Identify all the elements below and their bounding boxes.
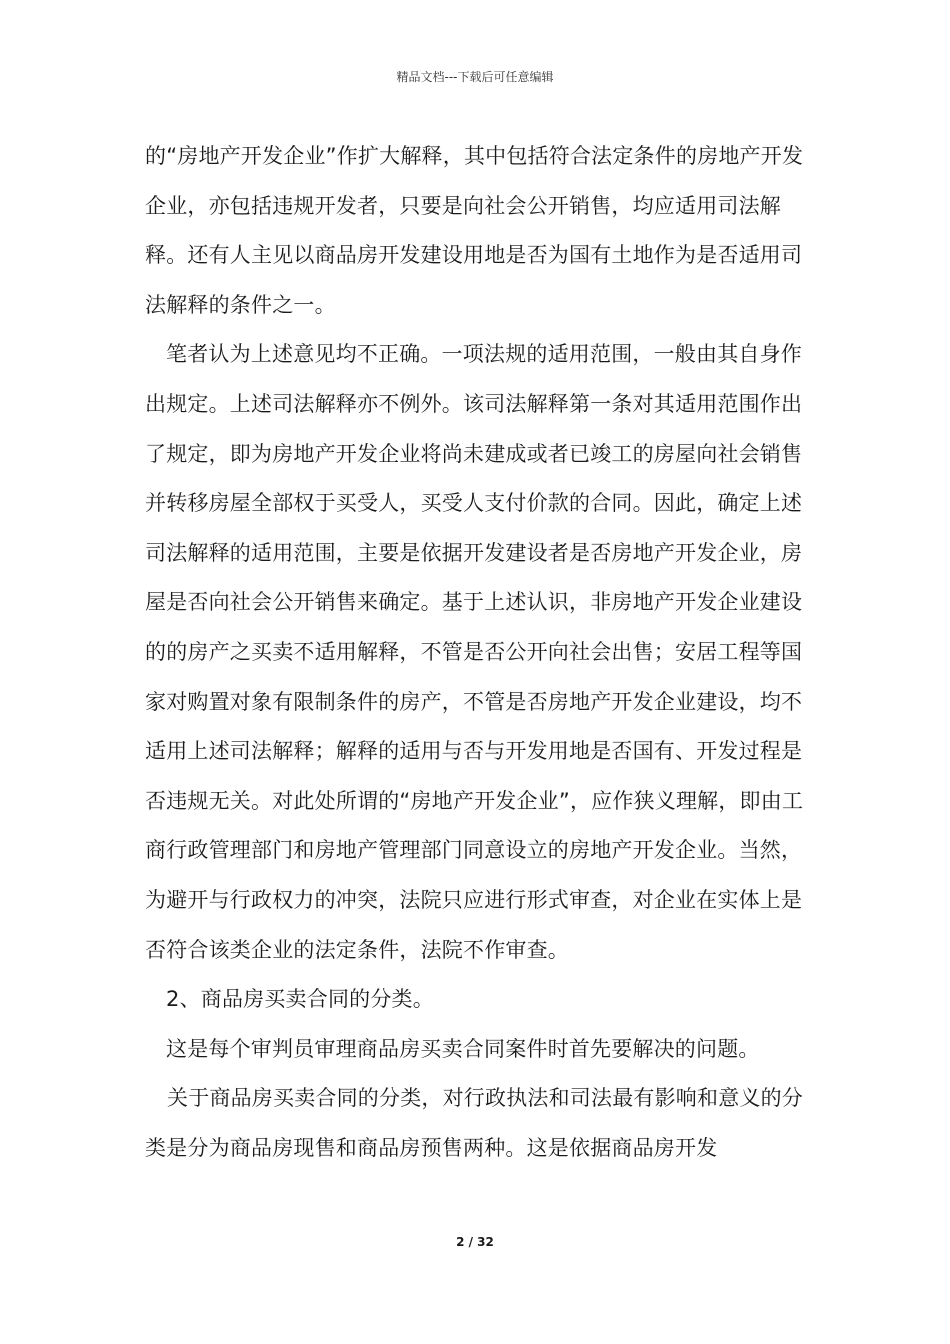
paragraph-1: 的“房地产开发企业”作扩大解释，其中包括符合法定条件的房地产开发企业，亦包括违规开发者，只要是向社会公开销售，均应适用司法解释。还有人主见以商品房开发建设用地是否为国有土地作为是否适用司法解释的条件之一。 (145, 144, 804, 317)
paragraph-4: 关于商品房买卖合同的分类，对行政执法和司法最有影响和意义的分类是分为商品房现售和商品房预售两种。这是依据商品房开发 (145, 1086, 803, 1160)
page-header: 精品文档---下载后可任意编辑 (396, 70, 554, 84)
paragraph-2: 笔者认为上述意见均不正确。一项法规的适用范围，一般由其自身作出规定。上述司法解释亦不例外。该司法解释第一条对其适用范围作出了规定，即为房地产开发企业将尚未建成或者已竣工的房屋向社会销售并转移房屋全部权于买受人，买受人支付价款的合同。因此，确定上述司法解释的适用范围，主要是依据开发建设者是否房地产开发企业，房屋是否向社会公开销售来确定。基于上述认识，非房地产开发企业建设的的房产之买卖不适用解释，不管是否公开向社会出售；安居工程等国家对购置对象有限制条件的房产，不管是否房地产开发企业建设，均不适用上述司法解释；解释的适用与否与开发用地是否国有、开发过程是否违规无关。对此处所谓的“房地产开发企业”，应作狭义理解，即由工商行政管理部门和房地产管理部门同意设立的房地产开发企业。当然，为避开与行政权力的冲突，法院只应进行形式审查，对企业在实体上是否符合该类企业的法定条件，法院不作审查。 (145, 342, 804, 962)
page-number: 2 / 32 (456, 1235, 494, 1249)
paragraph-3: 这是每个审判员审理商品房买卖合同案件时首先要解决的问题。 (166, 1036, 760, 1061)
section-heading: 2、商品房买卖合同的分类。 (166, 987, 434, 1012)
document-body (145, 132, 821, 1173)
